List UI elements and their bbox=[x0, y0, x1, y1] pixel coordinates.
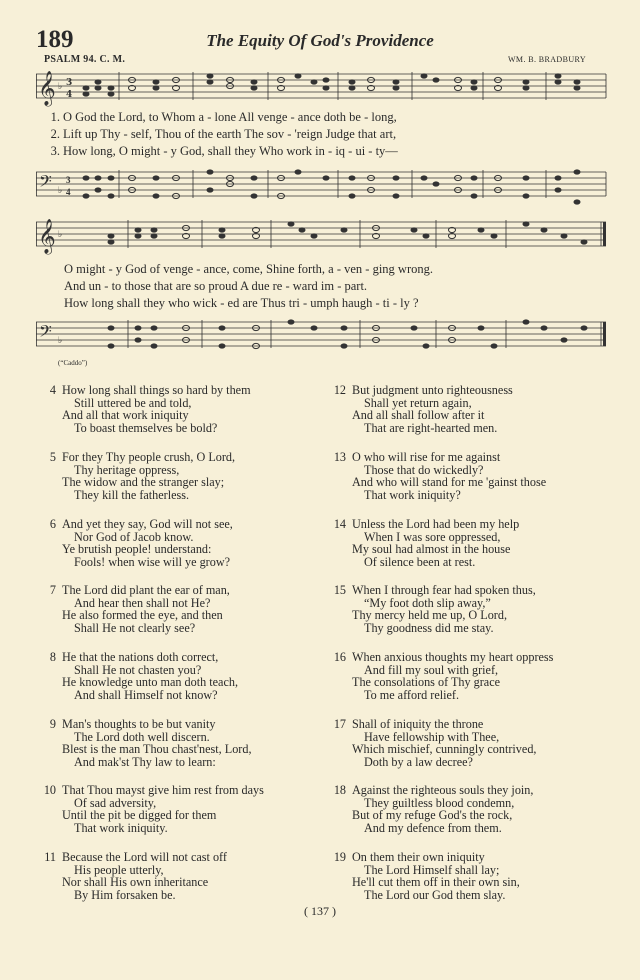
verse-line: His people utterly, bbox=[74, 862, 164, 877]
lyric-line-s1-v3: 3. How long, O might - y God, shall they Who work in - iq - ui - ty— bbox=[50, 144, 398, 158]
verse-line: The Lord Himself shall lay; bbox=[364, 862, 500, 877]
verse-number: 14 bbox=[333, 517, 346, 531]
lyric-line-s1-v2: 2. Lift up Thy - self, Thou of the earth The sov - 'reign Judge that art, bbox=[50, 127, 397, 141]
verse-line: And mak'st Thy law to learn: bbox=[74, 754, 216, 769]
verse-line: When anxious thoughts my heart oppress bbox=[352, 650, 554, 664]
verse-line: That are right-hearted men. bbox=[364, 420, 498, 435]
verse-line: Shall He not clearly see? bbox=[74, 620, 196, 635]
verse-line: Doth by a law decree? bbox=[364, 754, 473, 769]
verse-line: And fill my soul with grief, bbox=[364, 662, 499, 677]
verse-line: And who will stand for me 'gainst those bbox=[352, 475, 547, 490]
svg-text:♭: ♭ bbox=[58, 82, 63, 92]
verse-line: O who will rise for me against bbox=[352, 450, 501, 464]
treble-clef-icon: 𝄞 bbox=[38, 71, 56, 106]
verse-line: Blest is the man Thou chast'nest, Lord, bbox=[62, 742, 252, 757]
composer-credit: WM. B. BRADBURY bbox=[507, 55, 586, 64]
bass-staff-1 bbox=[36, 166, 608, 208]
svg-text:4: 4 bbox=[66, 90, 73, 100]
verse-line: Shall yet return again, bbox=[364, 395, 472, 410]
verse-number: 7 bbox=[49, 583, 56, 597]
page-number: ( 137 ) bbox=[304, 904, 336, 918]
verse-line: But judgment unto righteousness bbox=[352, 383, 513, 397]
verse-line: But of my refuge God's the rock, bbox=[352, 808, 513, 823]
verse-line: Those that do wickedly? bbox=[364, 462, 484, 477]
verse-line: The Lord did plant the ear of man, bbox=[62, 583, 230, 597]
verse-line: And yet they say, God will not see, bbox=[62, 517, 233, 531]
verse-line: “My foot doth slip away,” bbox=[364, 595, 491, 610]
verse-number: 6 bbox=[49, 517, 56, 531]
verse-line: And hear then shall not He? bbox=[74, 595, 211, 610]
verse-line: Nor God of Jacob know. bbox=[74, 529, 194, 544]
verse-line: That work iniquity. bbox=[74, 820, 168, 835]
verse-line: Until the pit be digged for them bbox=[62, 808, 217, 823]
verse-line: He knowledge unto man doth teach, bbox=[62, 675, 238, 690]
verse-line: They kill the fatherless. bbox=[74, 487, 190, 502]
bass-clef-icon: 𝄢 bbox=[39, 171, 52, 195]
verse-line: Of sad adversity, bbox=[74, 795, 157, 810]
verse-number: 5 bbox=[49, 450, 56, 464]
svg-text:♭: ♭ bbox=[58, 336, 63, 346]
verse-number: 8 bbox=[49, 650, 56, 664]
verse-line: Because the Lord will not cast off bbox=[62, 850, 227, 864]
svg-text:3: 3 bbox=[66, 78, 73, 88]
verse-number: 13 bbox=[333, 450, 346, 464]
verse-line: My soul had almost in the house bbox=[352, 542, 511, 557]
verse-line: Still uttered be and told, bbox=[74, 395, 192, 410]
verse-line: And shall Himself not know? bbox=[74, 687, 218, 702]
treble-staff-2 bbox=[36, 216, 608, 256]
treble-staff-1 bbox=[36, 68, 608, 108]
verse-number: 12 bbox=[333, 383, 346, 397]
bass-clef-icon: 𝄢 bbox=[39, 321, 52, 345]
verse-line: Shall of iniquity the throne bbox=[352, 717, 484, 731]
verse-line: Thy mercy held me up, O Lord, bbox=[352, 608, 508, 623]
treble-clef-icon: 𝄞 bbox=[38, 219, 56, 254]
verse-number: 10 bbox=[43, 783, 56, 797]
verse-line: Have fellowship with Thee, bbox=[364, 729, 500, 744]
verse-number: 15 bbox=[333, 583, 346, 597]
verse-number: 17 bbox=[333, 717, 346, 731]
verse-line: Against the righteous souls they join, bbox=[352, 783, 534, 797]
verse-number: 11 bbox=[44, 850, 56, 864]
lyric-line-s2-v3: How long shall they who wick - ed are Thus tri - umph haugh - ti - ly ? bbox=[64, 296, 419, 310]
verse-line: Unless the Lord had been my help bbox=[352, 517, 520, 531]
verse-line: They guiltless blood condemn, bbox=[364, 795, 515, 810]
verse-line: And my defence from them. bbox=[364, 820, 502, 835]
verse-number: 9 bbox=[49, 717, 56, 731]
verse-line: Shall He not chasten you? bbox=[74, 662, 202, 677]
verse-line: When I through fear had spoken thus, bbox=[352, 583, 536, 597]
svg-text:♭: ♭ bbox=[58, 186, 63, 196]
verse-line: By Him forsaken be. bbox=[74, 887, 176, 902]
svg-text:♭: ♭ bbox=[58, 230, 63, 240]
verse-line: On them their own iniquity bbox=[352, 850, 485, 864]
svg-text:3: 3 bbox=[66, 175, 71, 185]
tune-name: (“Caddo”) bbox=[58, 359, 88, 367]
hymn-title: The Equity Of God's Providence bbox=[206, 31, 434, 50]
verse-line: That Thou mayst give him rest from days bbox=[62, 783, 264, 797]
verse-line: And all shall follow after it bbox=[352, 408, 485, 423]
verse-line: He that the nations doth correct, bbox=[62, 650, 219, 664]
verse-line: The Lord doth well discern. bbox=[74, 729, 210, 744]
verse-line: Nor shall His own inheritance bbox=[62, 875, 209, 890]
verse-number: 19 bbox=[333, 850, 346, 864]
verse-line: Fools! when wise will ye grow? bbox=[74, 554, 231, 569]
verse-line: Ye brutish people! understand: bbox=[62, 542, 212, 557]
verse-number: 4 bbox=[49, 383, 56, 397]
verse-number: 16 bbox=[333, 650, 346, 664]
verse-line: For they Thy people crush, O Lord, bbox=[62, 450, 236, 464]
verse-line: When I was sore oppressed, bbox=[364, 529, 501, 544]
svg-text:4: 4 bbox=[66, 187, 71, 197]
hymn-number: 189 bbox=[36, 26, 74, 53]
verse-line: Of silence been at rest. bbox=[364, 554, 476, 569]
verse-line: The widow and the stranger slay; bbox=[62, 475, 225, 490]
lyric-line-s2-v2: And un - to those that are so proud A due re - ward im - part. bbox=[64, 279, 368, 293]
lyric-line-s1-v1: 1. O God the Lord, to Whom a - lone All venge - ance doth be - long, bbox=[50, 110, 397, 124]
verse-line: He'll cut them off in their own sin, bbox=[352, 875, 520, 890]
treble-1-notes bbox=[83, 73, 581, 96]
verse-line: How long shall things so hard by them bbox=[62, 383, 251, 397]
verse-line: The Lord our God them slay. bbox=[364, 887, 506, 902]
verse-line: Thy heritage oppress, bbox=[74, 462, 180, 477]
lyric-line-s2-v1: O might - y God of venge - ance, come, Shine forth, a - ven - ging wrong. bbox=[64, 262, 434, 276]
treble-staff-1-svg bbox=[36, 68, 608, 108]
verse-line: And all that work iniquity bbox=[62, 408, 189, 423]
bass-staff-2 bbox=[36, 316, 608, 358]
verse-line: Man's thoughts to be but vanity bbox=[62, 717, 216, 731]
verse-line: He also formed the eye, and then bbox=[62, 608, 223, 623]
psalm-meter: PSALM 94. C. M. bbox=[44, 54, 126, 65]
verse-line: To boast themselves be bold? bbox=[74, 420, 218, 435]
verse-line: The consolations of Thy grace bbox=[352, 675, 501, 690]
verse-line: That work iniquity? bbox=[364, 487, 461, 502]
verse-line: To me afford relief. bbox=[364, 687, 460, 702]
verse-line: Thy goodness did me stay. bbox=[364, 620, 494, 635]
verse-line: Which mischief, cunningly contrived, bbox=[352, 742, 537, 757]
verse-number: 18 bbox=[333, 783, 346, 797]
